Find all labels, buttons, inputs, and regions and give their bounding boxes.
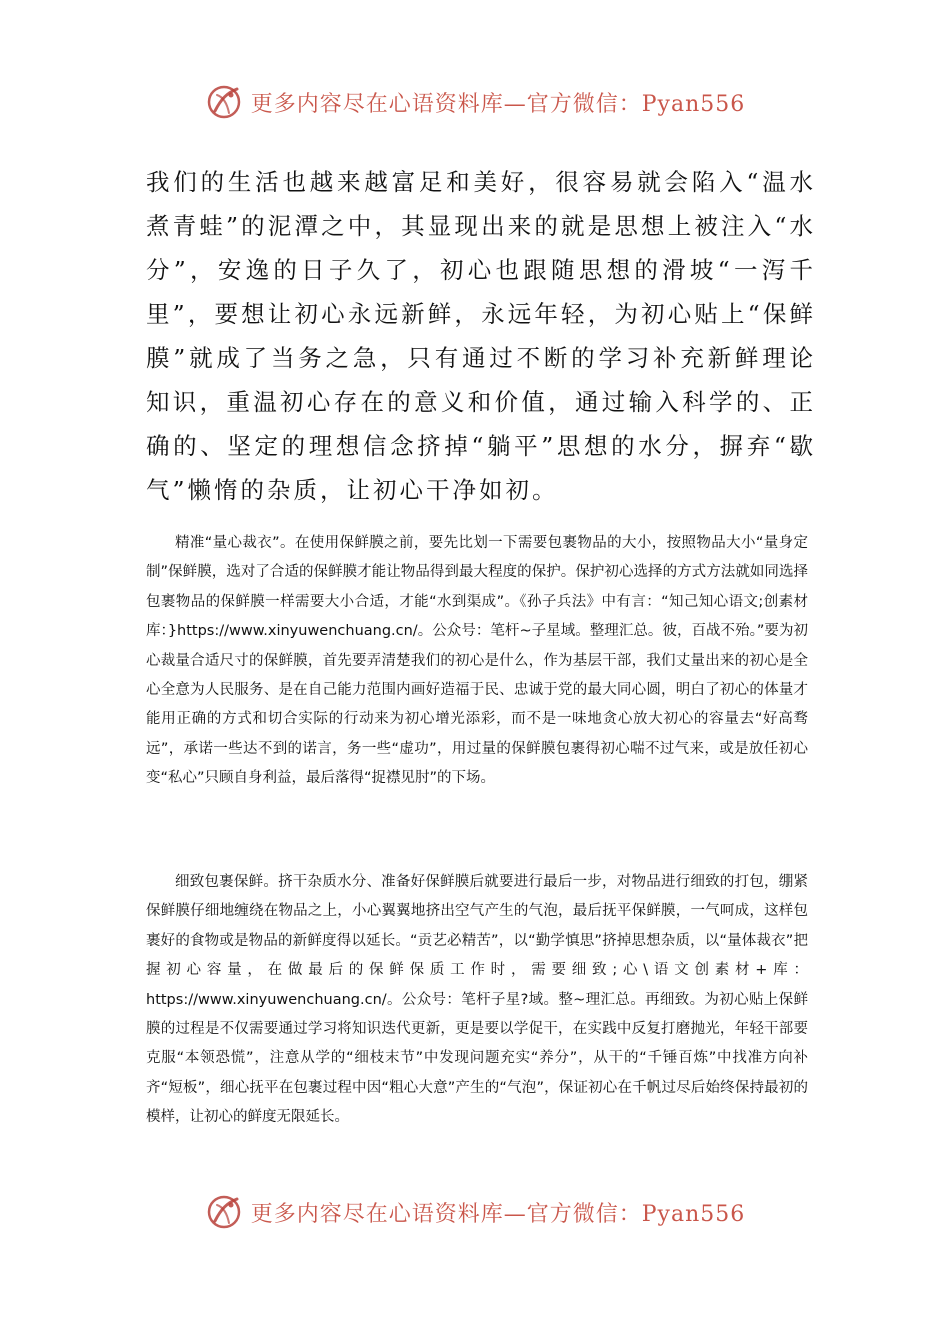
banner-text: 更多内容尽在心语资料库—官方微信：Pyan556 bbox=[250, 1201, 746, 1227]
banner-text: 更多内容尽在心语资料库—官方微信：Pyan556 bbox=[250, 91, 746, 117]
logo-icon bbox=[205, 1193, 243, 1231]
intro-paragraph: 我们的生活也越来越富足和美好，很容易就会陷入“温水煮青蛙”的泥潭之中，其显现出来的就是思想上被注入“水分”，安逸的日子久了，初心也跟随思想的滑坡“一泻千里”，要想让初心永远新鲜，永远年轻，为初心贴上“保鲜膜”就成了当务之急，只有通过不断的学习补充新鲜理论知识，重温初心存在的意义和价值，通过输入科学的、正确的、坚定的理想信念挤掉“躺平”思想的水分，摒弃“歇气”懒惰的杂质，让初心干净如初。 bbox=[146, 168, 816, 504]
logo-icon bbox=[205, 83, 243, 121]
header-watermark-banner bbox=[0, 80, 950, 124]
footer-watermark-banner bbox=[0, 1190, 950, 1234]
body-paragraph-measure: 精准“量心裁衣”。在使用保鲜膜之前，要先比划一下需要包裹物品的大小，按照物品大小“量身定制”保鲜膜，选对了合适的保鲜膜才能让物品得到最大程度的保护。保护初心选择的方式方法就如同选择包裹物品的保鲜膜一样需要大小合适，才能“水到渠成”。《孙子兵法》中有言：“知己知心语文;创素材库：}https://www.xinyuwenchuang.cn/。公众号：笔杆~子星域。整理汇总。彼，百战不殆。”要为初心裁量合适尺寸的保鲜膜，首先要弄清楚我们的初心是什么，作为基层干部，我们丈量出来的初心是全心全意为人民服务、是在自己能力范围内画好造福于民、忠诚于党的最大同心圆，明白了初心的体量才能用正确的方式和切合实际的行动来为初心增光添彩，而不是一味地贪心放大初心的容量去“好高骛远”，承诺一些达不到的诺言，务一些“虚功”，用过量的保鲜膜包裹得初心喘不过气来，或是放任初心变“私心”只顾自身利益，最后落得“捉襟见肘”的下场。 bbox=[146, 535, 808, 787]
body-paragraph-wrap: 细致包裹保鲜。挤干杂质水分、准备好保鲜膜后就要进行最后一步，对物品进行细致的打包，绷紧保鲜膜仔细地缠绕在物品之上，小心翼翼地挤出空气产生的气泡，最后抚平保鲜膜，一气呵成，这样包裹好的食物或是物品的新鲜度得以延长。“贡艺必精苦”，以“勤学慎思”挤掉思想杂质，以“量体裁衣”把握初心容量，在做最后的保鲜保质工作时，需要细致;心\语文创素材+库：https://www.xinyuwenchuang.cn/。公众号：笔杆子星?域。整~理汇总。再细致。为初心贴上保鲜膜的过程是不仅需要通过学习将知识迭代更新，更是要以学促干，在实践中反复打磨抛光，年轻干部要克服“本领恐慌”，注意从学的“细枝末节”中发现问题充实“养分”，从干的“千锤百炼”中找准方向补齐“短板”，细心抚平在包裹过程中因“粗心大意”产生的“气泡”，保证初心在千帆过尽后始终保持最初的模样，让初心的鲜度无限延长。 bbox=[146, 874, 808, 1126]
